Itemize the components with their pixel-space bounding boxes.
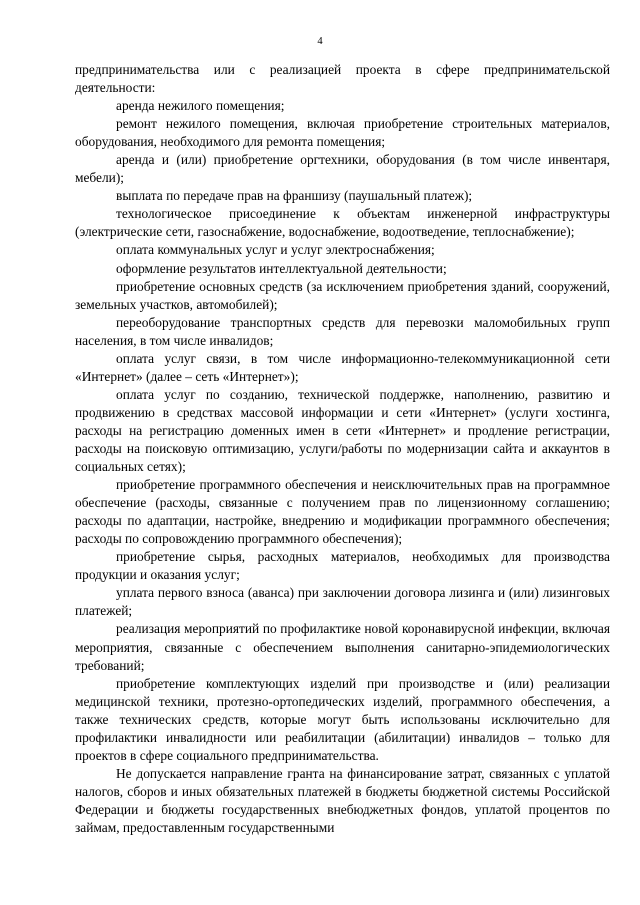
paragraph-continuation: предпринимательства или с реализацией проекта в сфере предпринимательской деятельности: bbox=[75, 62, 610, 96]
page-number: 4 bbox=[317, 36, 323, 47]
list-item-raw-materials: приобретение сырья, расходных материалов, необходимых для производства продукции и оказания услуг; bbox=[75, 549, 610, 583]
list-item-infrastructure: технологическое присоединение к объектам инженерной инфраструктуры (электрические сети, газоснабжение, водоснабжение, водоотведение, теплоснабжение); bbox=[75, 206, 610, 240]
list-item-communications: оплата услуг связи, в том числе информационно-телекоммуникационной сети «Интернет» (далее – сеть «Интернет»); bbox=[75, 350, 610, 384]
list-item-rent: аренда нежилого помещения; bbox=[116, 98, 285, 114]
list-item-franchise: выплата по передаче прав на франшизу (паушальный платеж); bbox=[116, 188, 473, 204]
list-item-intellectual-property: оформление результатов интеллектуальной деятельности; bbox=[116, 260, 447, 276]
list-item-repair: ремонт нежилого помещения, включая приобретение строительных материалов, оборудования, необходимого для ремонта помещения; bbox=[75, 116, 610, 150]
list-item-covid-prevention: реализация мероприятий по профилактике новой коронавирусной инфекции, включая мероприятия, связанные с обеспечением выполнения санитарно-эпидемиологических требований; bbox=[75, 621, 610, 673]
list-item-vehicle-conversion: переоборудование транспортных средств для перевозки маломобильных групп населения, в том числе инвалидов; bbox=[75, 314, 610, 348]
list-item-fixed-assets: приобретение основных средств (за исключением приобретения зданий, сооружений, земельных участков, автомобилей); bbox=[75, 278, 610, 312]
paragraph-restrictions: Не допускается направление гранта на финансирование затрат, связанных с уплатой налогов, сборов и иных обязательных платежей в бюджеты бюджетной системы Российской Федерации и бюджеты государственных внебюджетных фондов, уплатой процентов по займам, предоставленным государственными bbox=[75, 765, 610, 835]
document-body bbox=[75, 61, 610, 837]
list-item-leasing: уплата первого взноса (аванса) при заключении договора лизинга и (или) лизинговых платежей; bbox=[75, 585, 610, 619]
list-item-utilities: оплата коммунальных услуг и услуг электроснабжения; bbox=[116, 242, 435, 258]
list-item-software: приобретение программного обеспечения и неисключительных прав на программное обеспечение (расходы, связанные с получением прав по лицензионному соглашению; расходы по адаптации, настройке, внедрению и модификации программного обеспечения; расходы по сопровождению программного обеспечения); bbox=[75, 477, 610, 547]
list-item-medical-components: приобретение комплектующих изделий при производстве и (или) реализации медицинской техники, протезно-ортопедических изделий, программного обеспечения, а также технических средств, которые могут быть использованы исключительно для профилактики инвалидности или реабилитации (абилитации) инвалидов – только для проектов в сфере социального предпринимательства. bbox=[75, 675, 610, 763]
list-item-office-equipment: аренда и (или) приобретение оргтехники, оборудования (в том числе инвентаря, мебели); bbox=[75, 152, 610, 186]
list-item-internet-promotion: оплата услуг по созданию, технической поддержке, наполнению, развитию и продвижению в средствах массовой информации и сети «Интернет» (услуги хостинга, расходы на регистрацию доменных имен в сети «Интернет» и продление регистрации, расходы на поисковую оптимизацию, услуги/работы по модернизации сайта и аккаунтов в социальных сетях); bbox=[75, 386, 610, 475]
